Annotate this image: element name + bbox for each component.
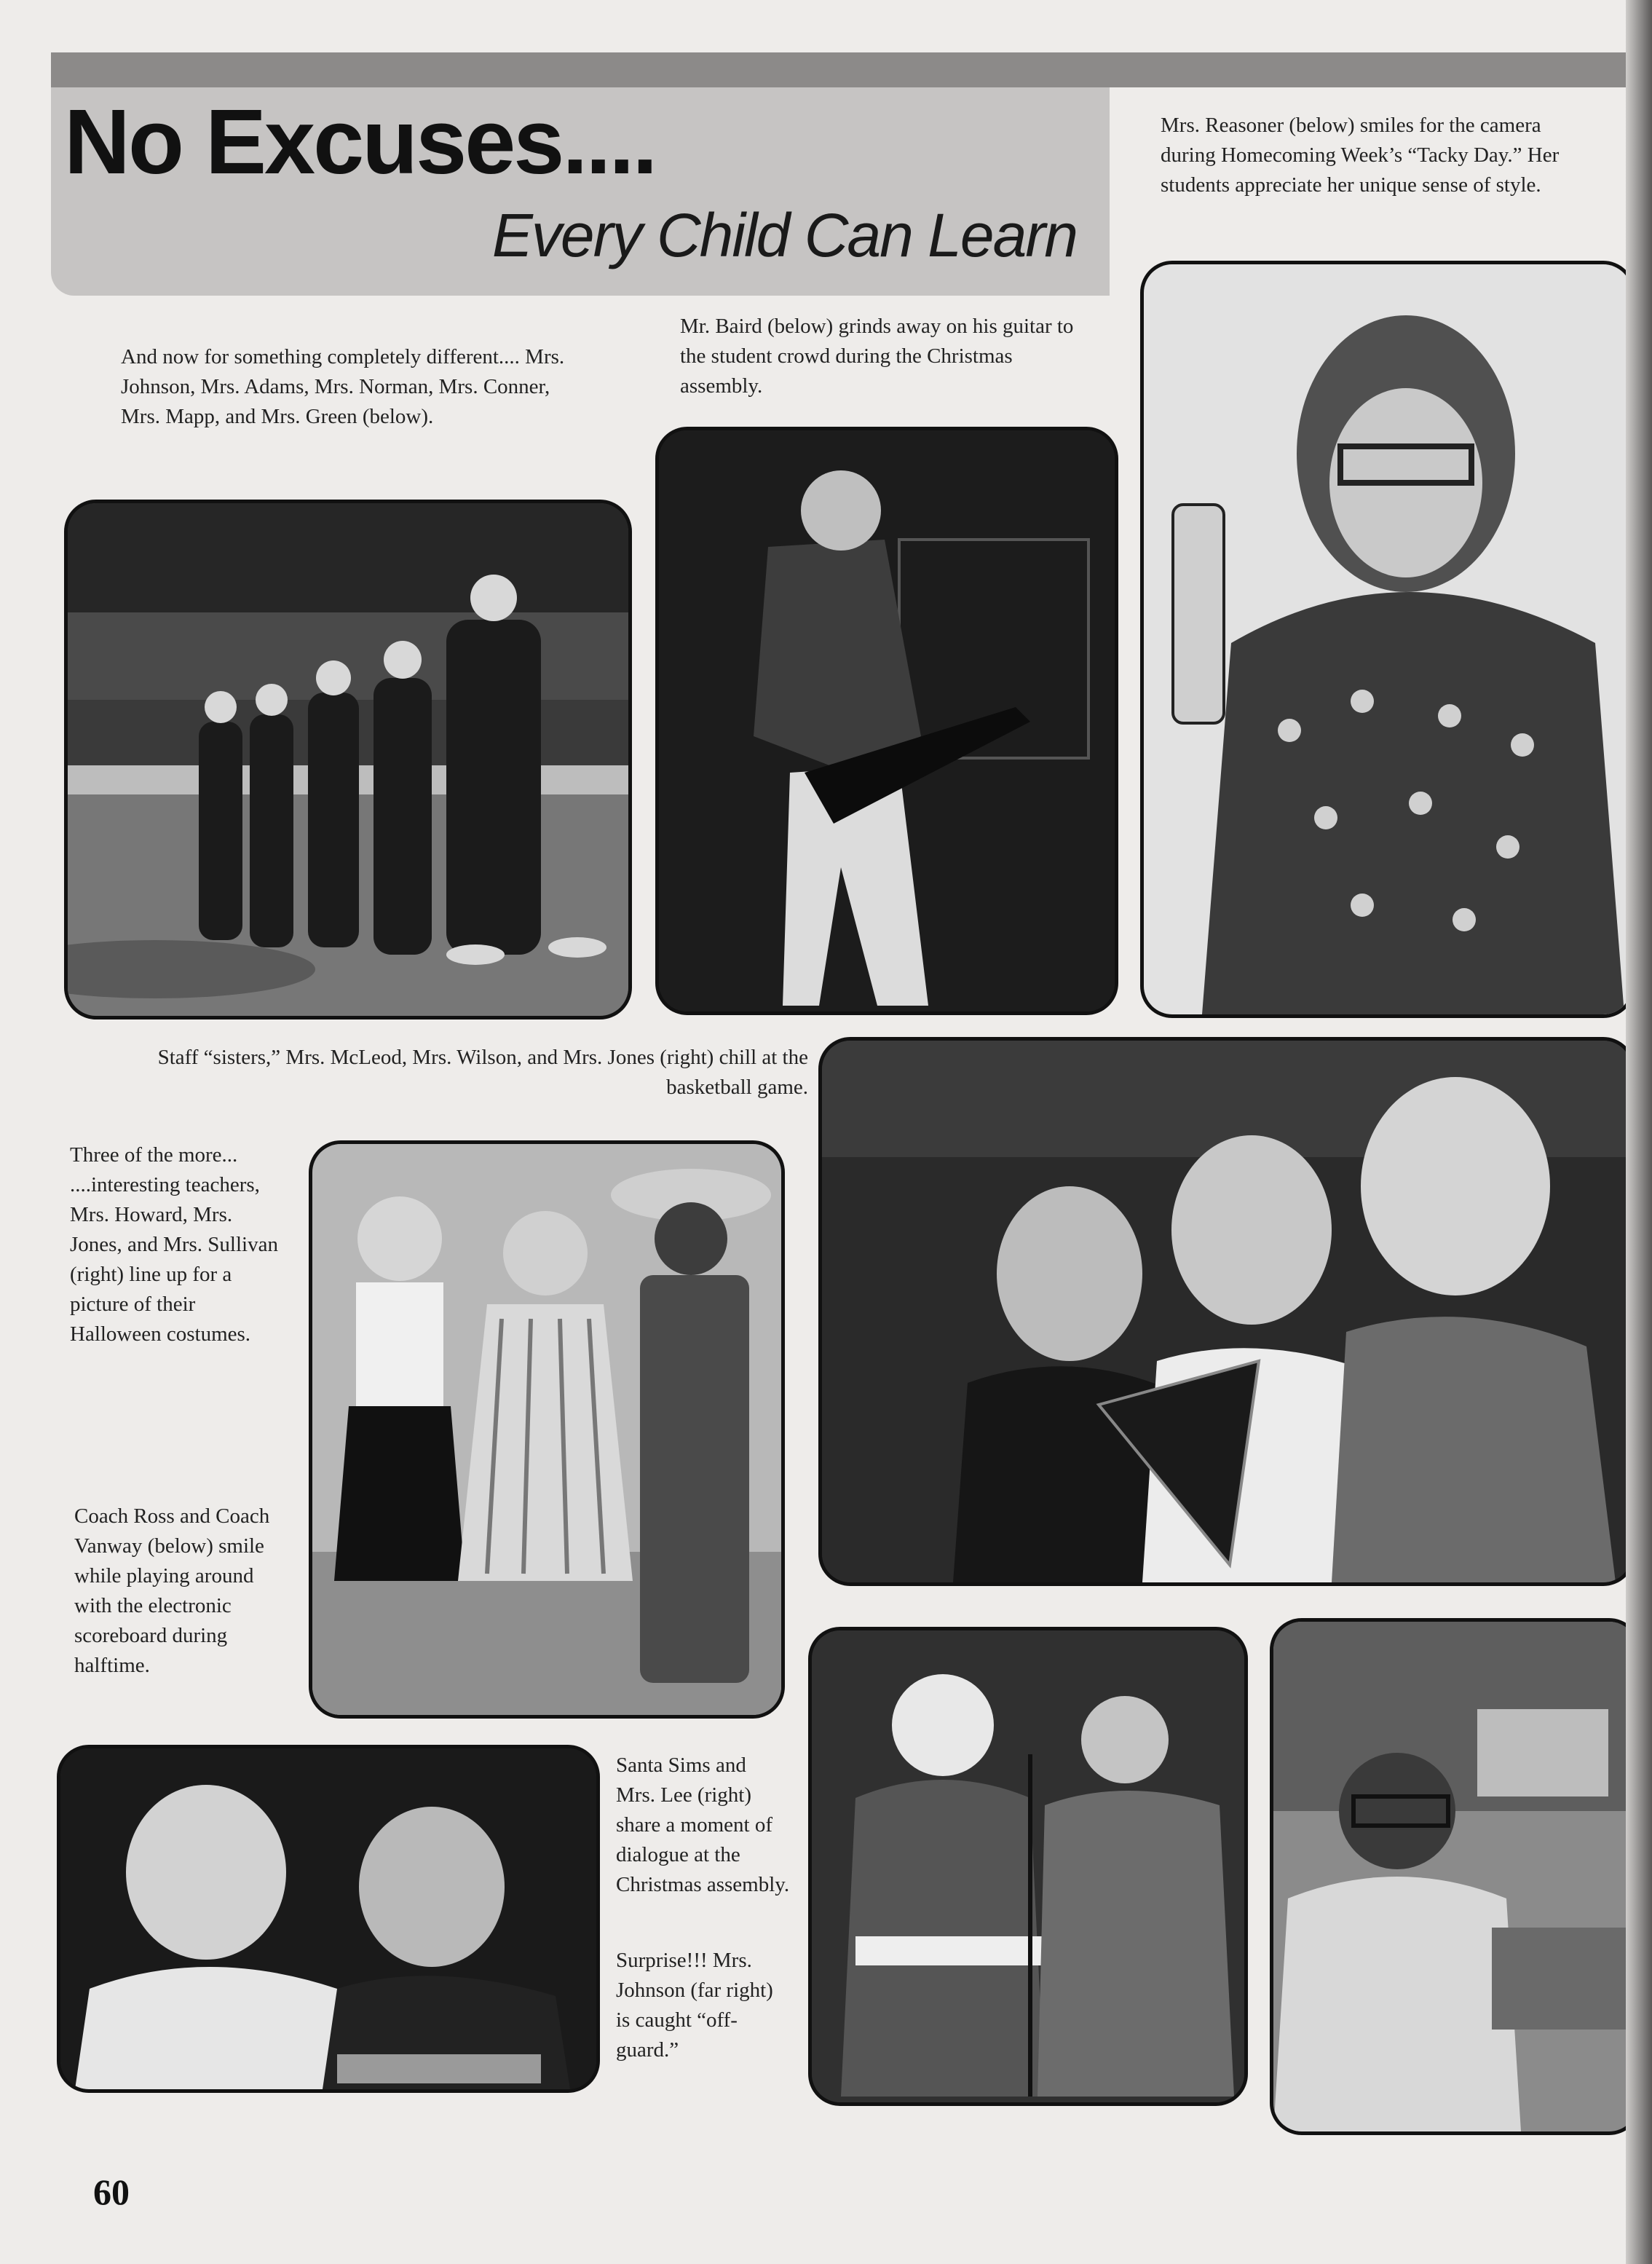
photo-staff-sisters (818, 1037, 1635, 1586)
caption-staff-sisters: Staff “sisters,” Mrs. McLeod, Mrs. Wilson, and Mrs. Jones (right) chill at the basketball game. (157, 1046, 808, 1099)
page-number: 60 (93, 2172, 130, 2212)
caption-baird: Mr. Baird (below) grinds away on his guitar to the student crowd during the Christmas assembly. (680, 315, 1074, 398)
photo-dancing-teachers (64, 500, 632, 1019)
caption-coaches: Coach Ross and Coach Vanway (below) smile while playing around with the electronic scoreboard during halftime. (74, 1504, 270, 1677)
photo-guitarist (655, 427, 1118, 1015)
photo-coaches-scoreboard (57, 1745, 600, 2093)
photo-tacky-day (1140, 261, 1635, 1018)
photo-santa-assembly (808, 1627, 1248, 2106)
caption-halloween: Three of the more... ....interesting teachers, Mrs. Howard, Mrs. Jones, and Mrs. Sullivan (right) line up for a picture of their Halloween costumes. (70, 1143, 278, 1346)
photo-halloween-costumes (309, 1140, 785, 1719)
caption-santa: Santa Sims and Mrs. Lee (right) share a moment of dialogue at the Christmas assembly. (616, 1754, 790, 1896)
photo-surprise-office (1270, 1618, 1641, 2135)
caption-reasoner: Mrs. Reasoner (below) smiles for the camera during Homecoming Week’s “Tacky Day.” Her students appreciate her unique sense of style. (1161, 114, 1560, 197)
header-top-bar (51, 52, 1629, 87)
page-title: No Excuses.... (64, 90, 656, 193)
caption-something-different: And now for something completely different.... Mrs. Johnson, Mrs. Adams, Mrs. Norman, Mrs. Conner, Mrs. Mapp, and Mrs. Green (below). (121, 345, 565, 428)
page-edge-shadow (1626, 0, 1652, 2264)
page-subtitle: Every Child Can Learn (491, 201, 1077, 269)
caption-surprise: Surprise!!! Mrs. Johnson (far right) is caught “off-guard.” (616, 1949, 773, 2062)
